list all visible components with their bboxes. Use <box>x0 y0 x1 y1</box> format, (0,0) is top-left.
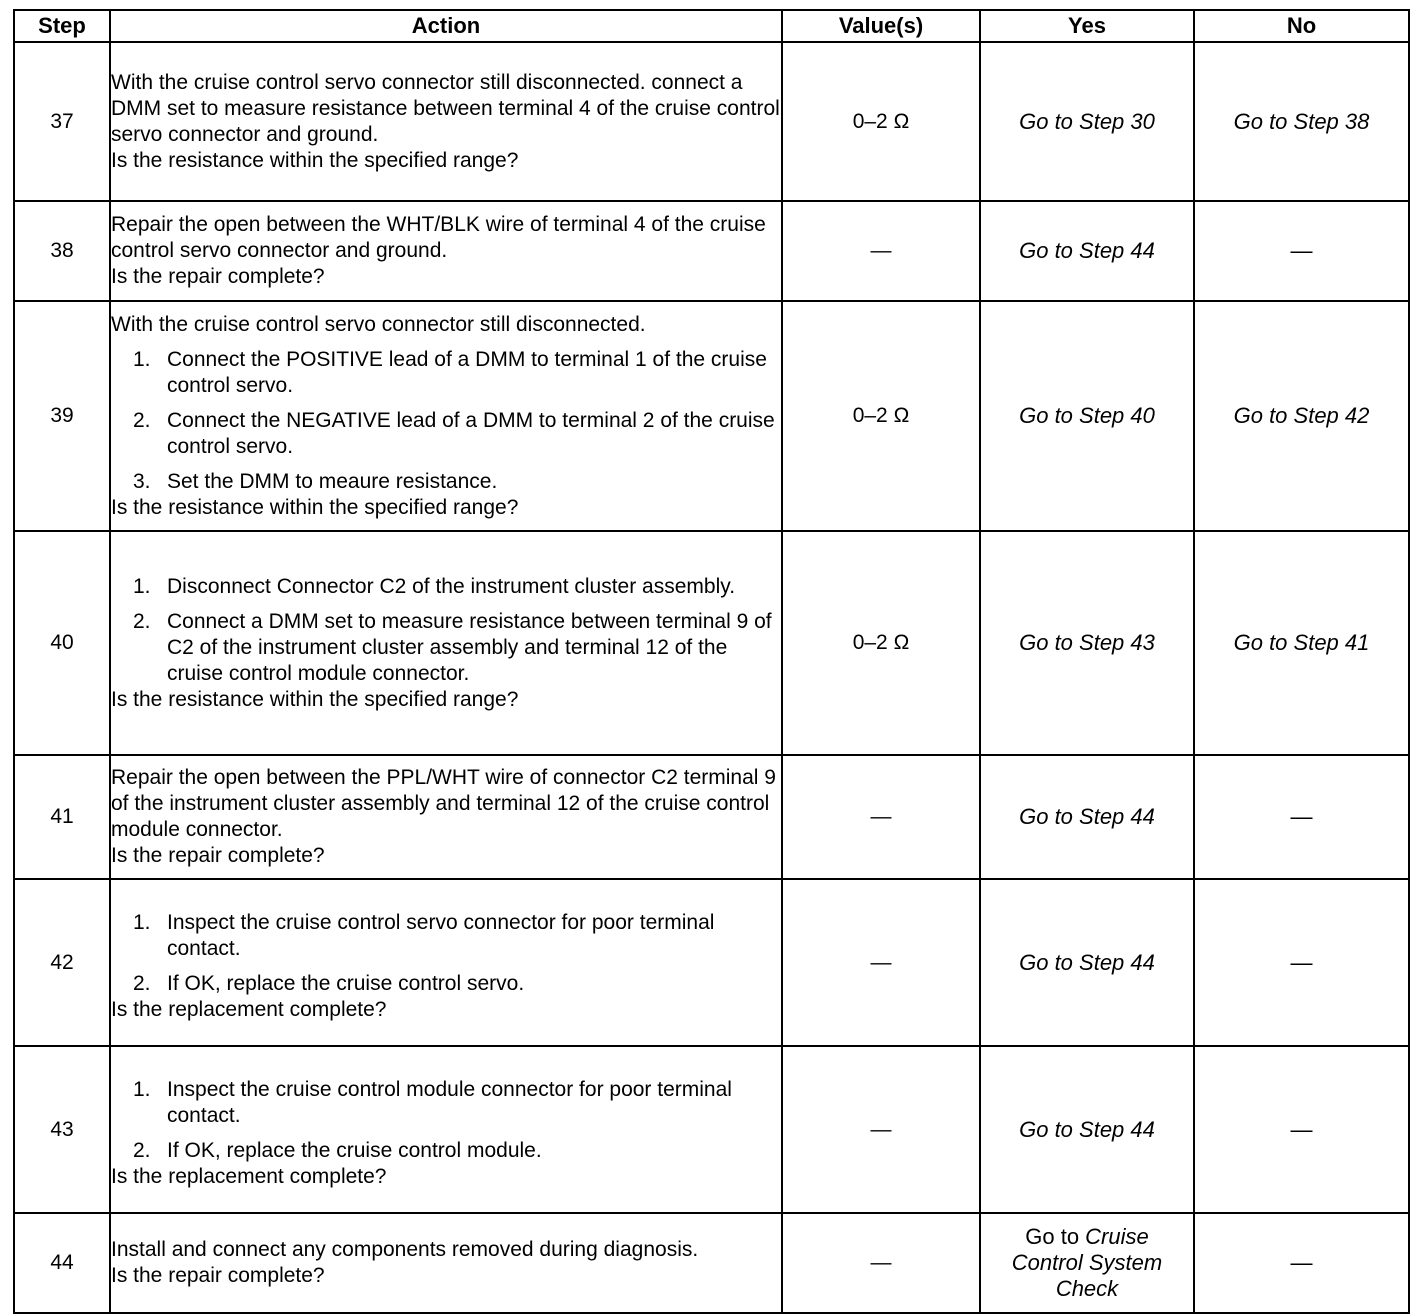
value-cell: — <box>782 755 980 879</box>
action-steps <box>111 1069 781 1164</box>
yes-link[interactable]: Go to Step 44 <box>980 879 1194 1046</box>
step-number: 43 <box>14 1046 110 1213</box>
table-row <box>14 201 1409 301</box>
no-link[interactable]: Go to Step 42 <box>1194 301 1409 531</box>
action-cell <box>110 1213 782 1313</box>
no-cell: — <box>1194 1046 1409 1213</box>
action-question: Is the resistance within the specified range? <box>111 687 519 711</box>
list-item: 2. If OK, replace the cruise control module. <box>133 1139 542 1162</box>
header-action: Action <box>110 10 782 42</box>
header-step: Step <box>14 10 110 42</box>
table-row <box>14 531 1409 755</box>
action-text: With the cruise control servo connector still disconnected. connect a DMM set to measure resistance between terminal 4 of the cruise control servo connector and ground. <box>111 70 780 146</box>
header-no: No <box>1194 10 1409 42</box>
no-cell: — <box>1194 755 1409 879</box>
header-yes: Yes <box>980 10 1194 42</box>
yes-link[interactable] <box>980 1213 1194 1313</box>
yes-link[interactable]: Go to Step 44 <box>980 201 1194 301</box>
header-row <box>14 10 1409 42</box>
list-item: 2. Connect the NEGATIVE lead of a DMM to terminal 2 of the cruise control servo. <box>133 408 775 458</box>
no-cell: — <box>1194 1213 1409 1313</box>
action-text: With the cruise control servo connector still disconnected. <box>111 312 646 336</box>
value-cell: 0–2 Ω <box>782 301 980 531</box>
action-steps <box>111 574 781 687</box>
no-link[interactable]: Go to Step 38 <box>1194 42 1409 201</box>
action-cell <box>110 879 782 1046</box>
action-cell <box>110 755 782 879</box>
table-row <box>14 755 1409 879</box>
no-link[interactable]: Go to Step 41 <box>1194 531 1409 755</box>
list-item: 1. Connect the POSITIVE lead of a DMM to terminal 1 of the cruise control servo. <box>133 347 767 397</box>
yes-link[interactable]: Go to Step 40 <box>980 301 1194 531</box>
action-question: Is the resistance within the specified range? <box>111 495 519 519</box>
action-question: Is the replacement complete? <box>111 1165 387 1188</box>
action-text: Repair the open between the PPL/WHT wire of connector C2 terminal 9 of the instrument cluster assembly and terminal 12 of the cruise control module connector. <box>111 766 776 841</box>
action-cell <box>110 1046 782 1213</box>
diagnostic-table <box>13 9 1410 1314</box>
step-number: 39 <box>14 301 110 531</box>
action-cell <box>110 301 782 531</box>
table-row <box>14 1046 1409 1213</box>
table-row <box>14 879 1409 1046</box>
list-item: 1. Disconnect Connector C2 of the instrument cluster assembly. <box>133 574 736 598</box>
action-question: Is the repair complete? <box>111 265 325 288</box>
action-cell <box>110 42 782 201</box>
action-question: Is the resistance within the specified range? <box>111 148 519 172</box>
yes-link[interactable]: Go to Step 43 <box>980 531 1194 755</box>
value-cell: — <box>782 879 980 1046</box>
list-item: 1. Inspect the cruise control servo connector for poor terminal contact. <box>133 911 715 960</box>
yes-target: Cruise Control System Check <box>1011 1224 1163 1301</box>
action-steps <box>111 902 781 997</box>
no-cell: — <box>1194 201 1409 301</box>
action-question: Is the repair complete? <box>111 844 325 867</box>
yes-link[interactable]: Go to Step 44 <box>980 1046 1194 1213</box>
list-item: 3. Set the DMM to meaure resistance. <box>133 469 498 493</box>
step-number: 37 <box>14 42 110 201</box>
step-number: 38 <box>14 201 110 301</box>
action-cell <box>110 531 782 755</box>
action-steps <box>111 347 781 495</box>
step-number: 44 <box>14 1213 110 1313</box>
action-text: Install and connect any components removed during diagnosis. <box>111 1238 699 1261</box>
step-number: 42 <box>14 879 110 1046</box>
action-cell <box>110 201 782 301</box>
yes-link[interactable]: Go to Step 30 <box>980 42 1194 201</box>
value-cell: — <box>782 1213 980 1313</box>
table-row <box>14 1213 1409 1313</box>
no-cell: — <box>1194 879 1409 1046</box>
table-row <box>14 301 1409 531</box>
yes-link[interactable]: Go to Step 44 <box>980 755 1194 879</box>
value-cell: 0–2 Ω <box>782 531 980 755</box>
step-number: 40 <box>14 531 110 755</box>
yes-prefix: Go to <box>1025 1224 1086 1249</box>
list-item: 2. If OK, replace the cruise control servo. <box>133 972 525 995</box>
value-cell: — <box>782 201 980 301</box>
step-number: 41 <box>14 755 110 879</box>
value-cell: 0–2 Ω <box>782 42 980 201</box>
list-item: 2. Connect a DMM set to measure resistance between terminal 9 of C2 of the instrument cluster assembly and terminal 12 of the cruise control module connector. <box>133 609 772 685</box>
action-question: Is the replacement complete? <box>111 998 387 1021</box>
list-item: 1. Inspect the cruise control module connector for poor terminal contact. <box>133 1078 732 1127</box>
action-question: Is the repair complete? <box>111 1264 325 1287</box>
header-values: Value(s) <box>782 10 980 42</box>
value-cell: — <box>782 1046 980 1213</box>
table-row <box>14 42 1409 201</box>
action-text: Repair the open between the WHT/BLK wire of terminal 4 of the cruise control servo connector and ground. <box>111 213 766 262</box>
